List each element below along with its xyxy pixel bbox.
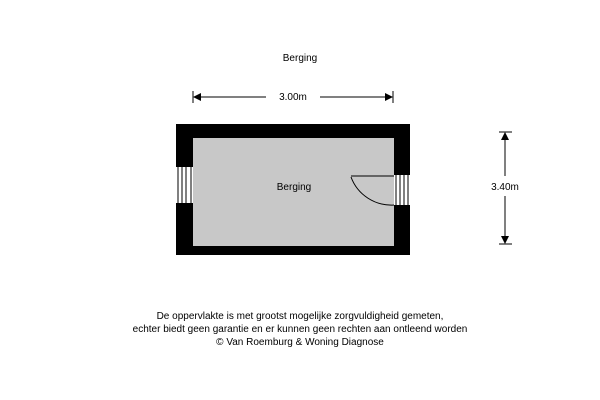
disclaimer-line-3: © Van Roemburg & Woning Diagnose	[216, 337, 384, 348]
width-dimension-label: 3.00m	[279, 92, 307, 103]
room-label: Berging	[276, 182, 312, 193]
window-left	[176, 167, 193, 203]
room-berging	[176, 124, 410, 255]
disclaimer	[0, 310, 600, 349]
depth-dimension-label: 3.40m	[491, 182, 519, 193]
window-left-opening	[176, 167, 193, 203]
page-title: Berging	[282, 53, 318, 64]
disclaimer-line-1: De oppervlakte is met grootst mogelijke zorgvuldigheid gemeten,	[156, 311, 444, 322]
width-dimension	[193, 91, 393, 103]
depth-dimension	[491, 132, 519, 244]
disclaimer-line-2: echter biedt geen garantie en er kunnen geen rechten aan ontleend worden	[132, 324, 468, 335]
